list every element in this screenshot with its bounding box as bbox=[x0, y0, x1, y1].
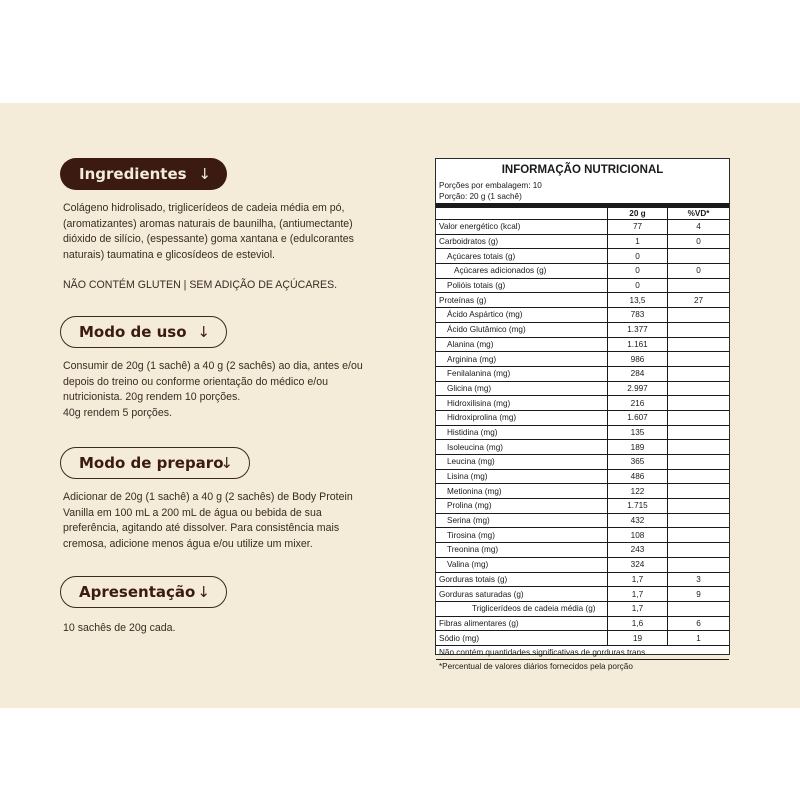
apresentacao-label: Apresentação bbox=[79, 583, 196, 601]
header-amount: 20 g bbox=[608, 208, 668, 220]
modo-de-preparo-button[interactable] bbox=[60, 447, 250, 479]
nutrient-dv bbox=[668, 337, 730, 352]
nutrient-dv: 1 bbox=[668, 631, 730, 645]
nutrient-amount: 189 bbox=[608, 440, 668, 455]
ingredientes-line: Colágeno hidrolisado, triglicerídeos de cadeia média em pó, bbox=[63, 202, 345, 214]
table-row bbox=[436, 234, 729, 249]
modo-de-preparo-text bbox=[63, 490, 371, 552]
nutrient-amount: 1,7 bbox=[608, 601, 668, 616]
nutrient-dv bbox=[668, 366, 730, 381]
nutrient-amount: 19 bbox=[608, 631, 668, 645]
chevron-down-icon: ↓ bbox=[197, 583, 210, 601]
nutrient-amount: 783 bbox=[608, 308, 668, 323]
nutrient-amount: 1,7 bbox=[608, 572, 668, 587]
nutrient-name: Açúcares adicionados (g) bbox=[436, 264, 608, 279]
nutrient-dv: 3 bbox=[668, 572, 730, 587]
servings-per-package: Porções por embalagem: 10 bbox=[439, 181, 542, 190]
nutrient-dv bbox=[668, 352, 730, 367]
nutrient-dv bbox=[668, 440, 730, 455]
table-row bbox=[436, 631, 729, 645]
table-row bbox=[436, 278, 729, 293]
ingredientes-line: naturais) taumatina e glicosídeos de esteviol. bbox=[63, 248, 275, 261]
nutrient-name: Prolina (mg) bbox=[436, 499, 608, 514]
nutrient-dv: 6 bbox=[668, 616, 730, 631]
nutrient-name: Açúcares totais (g) bbox=[436, 249, 608, 264]
nutrition-facts-table bbox=[435, 158, 730, 671]
nutrient-dv bbox=[668, 528, 730, 543]
nutrient-dv bbox=[668, 455, 730, 470]
nutrient-dv bbox=[668, 410, 730, 425]
modo-de-uso-button[interactable] bbox=[60, 316, 227, 348]
nutrient-name: Gorduras saturadas (g) bbox=[436, 587, 608, 602]
table-row bbox=[436, 322, 729, 337]
nutrient-dv bbox=[668, 513, 730, 528]
table-row bbox=[436, 352, 729, 367]
table-row bbox=[436, 440, 729, 455]
apresentacao-text: 10 sachês de 20g cada. bbox=[63, 622, 176, 634]
nutrient-name: Serina (mg) bbox=[436, 513, 608, 528]
trans-fat-note: Não contém quantidades significativas de gorduras trans bbox=[436, 645, 729, 659]
table-row bbox=[436, 572, 729, 587]
ingredientes-line: (aromatizantes) aromas naturais de baunilha, (antiumectante) bbox=[63, 217, 353, 230]
modo-de-preparo-label: Modo de preparo bbox=[79, 454, 224, 472]
nutrient-amount: 243 bbox=[608, 543, 668, 558]
nutrient-name: Treonina (mg) bbox=[436, 543, 608, 558]
nutrient-name: Leucina (mg) bbox=[436, 455, 608, 470]
nutrient-dv bbox=[668, 557, 730, 572]
nutrient-amount: 1.607 bbox=[608, 410, 668, 425]
nutrient-name: Triglicerídeos de cadeia média (g) bbox=[436, 601, 608, 616]
nutrient-name: Proteínas (g) bbox=[436, 293, 608, 308]
nutrient-dv bbox=[668, 484, 730, 499]
table-row bbox=[436, 528, 729, 543]
nutrient-name: Fibras alimentares (g) bbox=[436, 616, 608, 631]
table-row bbox=[436, 484, 729, 499]
nutrient-amount: 1,6 bbox=[608, 616, 668, 631]
dv-footnote: *Percentual de valores diários fornecidos pela porção bbox=[436, 659, 729, 673]
modo-de-uso-line: depois do treino ou conforme orientação do médico e/ou bbox=[63, 375, 329, 388]
modo-de-preparo-line: preferência, agitando até dissolver. Para consistência mais bbox=[63, 522, 340, 535]
nutrient-name: Fenilalanina (mg) bbox=[436, 366, 608, 381]
modo-de-uso-label: Modo de uso bbox=[79, 323, 187, 341]
nutrient-name: Histidina (mg) bbox=[436, 425, 608, 440]
nutrient-amount: 432 bbox=[608, 513, 668, 528]
modo-de-preparo-line: cremosa, adicione menos água e/ou utilize um mixer. bbox=[63, 537, 313, 550]
table-row bbox=[436, 499, 729, 514]
nutrient-name: Alanina (mg) bbox=[436, 337, 608, 352]
nutrient-table bbox=[436, 208, 729, 645]
nutrient-dv bbox=[668, 601, 730, 616]
nutrient-dv bbox=[668, 543, 730, 558]
nutrient-dv: 27 bbox=[668, 293, 730, 308]
nutrient-dv bbox=[668, 308, 730, 323]
nutrient-amount: 1,7 bbox=[608, 587, 668, 602]
table-row bbox=[436, 616, 729, 631]
nutrient-amount: 13,5 bbox=[608, 293, 668, 308]
nutrient-name: Ácido Glutâmico (mg) bbox=[436, 322, 608, 337]
chevron-down-icon: ↓ bbox=[197, 323, 210, 341]
table-row bbox=[436, 557, 729, 572]
nutrient-dv bbox=[668, 278, 730, 293]
nutrient-name: Glicina (mg) bbox=[436, 381, 608, 396]
nutrient-dv bbox=[668, 396, 730, 411]
nutrient-dv: 0 bbox=[668, 234, 730, 249]
nutrient-amount: 0 bbox=[608, 249, 668, 264]
nutrient-amount: 1.161 bbox=[608, 337, 668, 352]
table-row bbox=[436, 293, 729, 308]
nutrient-amount: 2.997 bbox=[608, 381, 668, 396]
table-row bbox=[436, 249, 729, 264]
nutrient-name: Hidroxiprolina (mg) bbox=[436, 410, 608, 425]
nutrient-name: Isoleucina (mg) bbox=[436, 440, 608, 455]
ingredientes-label: Ingredientes bbox=[79, 165, 187, 183]
nutrient-name: Sódio (mg) bbox=[436, 631, 608, 645]
nutrient-name: Valor energético (kcal) bbox=[436, 220, 608, 235]
header-blank bbox=[436, 208, 608, 220]
ingredientes-text bbox=[63, 201, 371, 263]
nutrient-name: Carboidratos (g) bbox=[436, 234, 608, 249]
nutrient-name: Gorduras totais (g) bbox=[436, 572, 608, 587]
table-row bbox=[436, 308, 729, 323]
table-row bbox=[436, 410, 729, 425]
nutrient-name: Ácido Aspártico (mg) bbox=[436, 308, 608, 323]
modo-de-uso-line: 40g rendem 5 porções. bbox=[63, 406, 172, 419]
nutrient-name: Hidroxilisina (mg) bbox=[436, 396, 608, 411]
nutrient-name: Valina (mg) bbox=[436, 557, 608, 572]
nutrient-amount: 108 bbox=[608, 528, 668, 543]
table-row bbox=[436, 381, 729, 396]
nutrient-dv bbox=[668, 499, 730, 514]
modo-de-preparo-line: Adicionar de 20g (1 sachê) a 40 g (2 sachês) de Body Protein bbox=[63, 491, 353, 503]
modo-de-uso-text bbox=[63, 359, 371, 421]
nutrient-dv bbox=[668, 381, 730, 396]
gluten-note: NÃO CONTÉM GLUTEN | SEM ADIÇÃO DE AÇÚCARES. bbox=[63, 279, 338, 291]
nutrient-amount: 77 bbox=[608, 220, 668, 235]
nutrient-amount: 486 bbox=[608, 469, 668, 484]
nutrient-name: Polióis totais (g) bbox=[436, 278, 608, 293]
nutrient-dv bbox=[668, 249, 730, 264]
nutrient-dv bbox=[668, 469, 730, 484]
nutrient-name: Lisina (mg) bbox=[436, 469, 608, 484]
modo-de-uso-line: Consumir de 20g (1 sachê) a 40 g (2 sachês) ao dia, antes e/ou bbox=[63, 360, 363, 372]
nutrient-amount: 1.377 bbox=[608, 322, 668, 337]
nutrient-dv bbox=[668, 425, 730, 440]
table-row bbox=[436, 425, 729, 440]
nutrient-amount: 365 bbox=[608, 455, 668, 470]
modo-de-uso-line: nutricionista. 20g rendem 10 porções. bbox=[63, 391, 241, 404]
nutrition-title: INFORMAÇÃO NUTRICIONAL bbox=[501, 164, 664, 176]
nutrient-amount: 324 bbox=[608, 557, 668, 572]
nutrient-amount: 135 bbox=[608, 425, 668, 440]
ingredientes-line: dióxido de silício, (espessante) goma xantana e (edulcorantes bbox=[63, 233, 354, 246]
table-row bbox=[436, 543, 729, 558]
serving-size: Porção: 20 g (1 sachê) bbox=[439, 192, 522, 201]
table-row bbox=[436, 337, 729, 352]
nutrient-amount: 0 bbox=[608, 264, 668, 279]
nutrient-name: Tirosina (mg) bbox=[436, 528, 608, 543]
nutrient-name: Metionina (mg) bbox=[436, 484, 608, 499]
apresentacao-button[interactable] bbox=[60, 576, 227, 608]
modo-de-preparo-line: Vanilla em 100 mL a 200 mL de água ou bebida de sua bbox=[63, 506, 322, 519]
nutrient-amount: 284 bbox=[608, 366, 668, 381]
table-row bbox=[436, 587, 729, 602]
table-header-row bbox=[436, 208, 729, 220]
nutrient-amount: 122 bbox=[608, 484, 668, 499]
nutrient-dv: 9 bbox=[668, 587, 730, 602]
table-row bbox=[436, 513, 729, 528]
ingredientes-button[interactable] bbox=[60, 158, 227, 190]
chevron-down-icon: ↓ bbox=[220, 454, 233, 472]
nutrient-dv: 4 bbox=[668, 220, 730, 235]
header-dv: %VD* bbox=[668, 208, 730, 220]
nutrient-dv: 0 bbox=[668, 264, 730, 279]
nutrient-amount: 1 bbox=[608, 234, 668, 249]
nutrient-amount: 216 bbox=[608, 396, 668, 411]
nutrient-amount: 986 bbox=[608, 352, 668, 367]
table-row bbox=[436, 264, 729, 279]
nutrient-amount: 0 bbox=[608, 278, 668, 293]
table-row bbox=[436, 469, 729, 484]
table-row bbox=[436, 396, 729, 411]
table-row bbox=[436, 601, 729, 616]
chevron-down-icon: ↓ bbox=[198, 165, 211, 183]
nutrient-name: Arginina (mg) bbox=[436, 352, 608, 367]
nutrient-amount: 1.715 bbox=[608, 499, 668, 514]
nutrient-dv bbox=[668, 322, 730, 337]
table-row bbox=[436, 455, 729, 470]
table-row bbox=[436, 220, 729, 235]
table-row bbox=[436, 366, 729, 381]
